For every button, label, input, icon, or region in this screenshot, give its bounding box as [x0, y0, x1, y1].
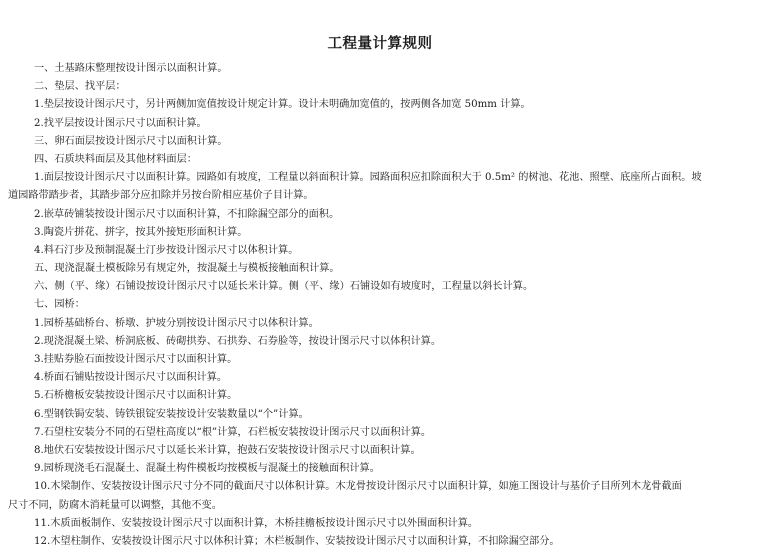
- text-line: 五、现浇混凝土模板除另有规定外，按混凝土与模板接触面积计算。: [34, 263, 340, 275]
- text-line: 2.嵌草砖铺装按设计图示尺寸以面积计算，不扣除漏空部分的面积。: [34, 208, 340, 220]
- text-line: 12.木望柱制作、安装按设计图示尺寸以体积计算；木栏板制作、安装按设计图示尺寸以面积计算，不扣除漏空部分。: [34, 535, 560, 547]
- text-line: 3.挂贴券脸石面按设计图示尺寸以面积计算。: [34, 354, 238, 365]
- text-line: 尺寸不同，防腐木消耗量可以调整，其他不变。: [8, 499, 222, 511]
- text-line: 二、垫层、找平层：: [34, 81, 126, 93]
- text-line: 六、侧（平、缘）石铺设按设计图示尺寸以延长米计算。侧（平、缘）石铺设如有坡度时，工程量以斜长计算。: [34, 281, 534, 293]
- text-line: 1.园桥基础桥台、桥墩、护坡分别按设计图示尺寸以体积计算。: [34, 317, 319, 329]
- text-line: 三、卵石面层按设计图示尺寸以面积计算。: [34, 135, 228, 147]
- text-line: 11.木质面板制作、安装按设计图示尺寸以面积计算，木桥挂檐板按设计图示尺寸以外围面积计算。: [34, 517, 479, 529]
- text-line: 4.料石汀步及预制混凝土汀步按设计图示尺寸以体积计算。: [34, 244, 299, 256]
- document-body: [8, 60, 742, 551]
- text-line: 四、石质块料面层及其他材料面层：: [34, 153, 197, 165]
- text-line: 一、土基路床整理按设计图示以面积计算。: [34, 63, 228, 74]
- text-line: 4.桥面石铺贴按设计图示尺寸以面积计算。: [34, 372, 228, 384]
- text-line: 9.园桥现浇毛石混凝土、混凝土构件模板均按模板与混凝土的接触面积计算。: [34, 463, 380, 475]
- text-line: 2.现浇混凝土梁、桥洞底板、砖砌拱券、石拱券、石券脸等，按设计图示尺寸以体积计算。: [34, 335, 442, 347]
- text-line: 3.陶瓷片拼花、拼字，按其外接矩形面积计算。: [34, 226, 248, 238]
- text-line: 七、园桥：: [34, 299, 85, 311]
- text-line: 8.地伏石安装按设计图示尺寸以延长米计算，抱鼓石安装按设计图示尺寸以面积计算。: [34, 444, 421, 456]
- text-line: 10.木梁制作、安装按设计图示尺寸分不同的截面尺寸以体积计算。木龙骨按设计图示尺寸以面积计算，如施工图设计与基价子目所列木龙骨截面: [34, 481, 682, 493]
- text-line: 5.石桥檐板安装按设计图示尺寸以面积计算。: [34, 390, 238, 402]
- text-line: 2.找平层按设计图示尺寸以面积计算。: [34, 117, 207, 129]
- text-line: 6.型钢铁锔安装、铸铁银锭安装按设计安装数量以“个”计算。: [34, 408, 309, 420]
- text-line: 1.面层按设计图示尺寸以面积计算。园路如有坡度，工程量以斜面积计算。园路面积应扣除面积大于 0.5m² 的树池、花池、照壁、底座所占面积。坡: [34, 172, 702, 184]
- text-line: 7.石望柱安装分不同的石望柱高度以“根”计算，石栏板安装按设计图示尺寸以面积计算。: [34, 426, 432, 438]
- text-line: 1.垫层按设计图示尺寸，另计两侧加宽值按设计规定计算。设计未明确加宽值的，按两侧各加宽 50mm 计算。: [34, 99, 531, 111]
- text-line: 道园路带踏步者，其踏步部分应扣除并另按台阶相应基价子目计算。: [8, 190, 314, 202]
- page-title: 工程量计算规则: [327, 36, 433, 52]
